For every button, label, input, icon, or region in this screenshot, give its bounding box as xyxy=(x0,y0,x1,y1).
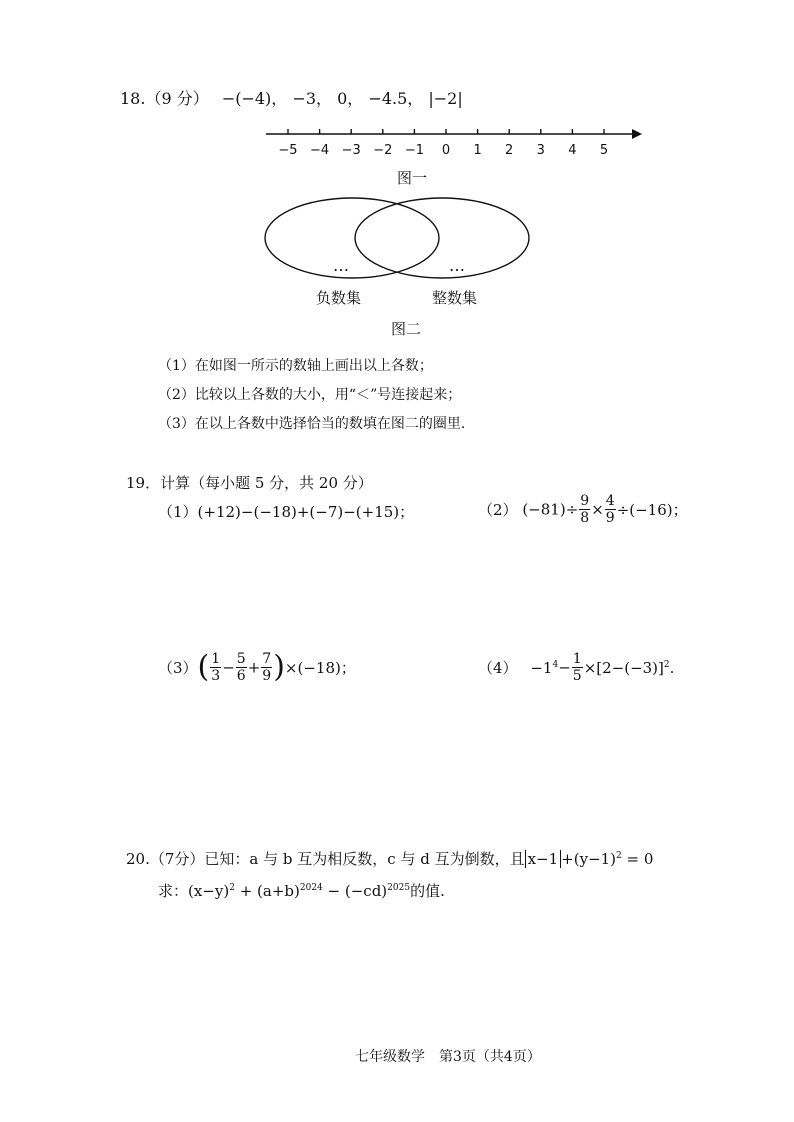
times: × xyxy=(591,500,604,519)
integer-set-ellipse xyxy=(355,198,529,278)
negative-set-label: 负数集 xyxy=(316,289,362,307)
q18-number-1: −(−4) xyxy=(221,89,272,108)
open-paren: ( xyxy=(197,649,210,685)
number-line-tick-label: −3 xyxy=(341,143,361,158)
number-line-tick-label: 3 xyxy=(536,143,545,158)
exponent: 2 xyxy=(229,883,235,893)
number-line-tick-label: 1 xyxy=(473,143,482,158)
denominator: 5 xyxy=(572,668,582,684)
numerator: 9 xyxy=(580,493,590,509)
term: ×[2−(−3)] xyxy=(583,658,664,677)
q19-part-3-tail: ×(−18)； xyxy=(284,659,356,677)
number-line-tick-label: −1 xyxy=(404,143,424,158)
fraction xyxy=(236,652,247,683)
q18-part-3: （3）在以上各数中选择恰当的数填在图二的圈里. xyxy=(158,416,466,432)
q19-part-2-num: （2） xyxy=(478,501,518,519)
period: . xyxy=(669,658,675,677)
q19-part-1-expr: (+12)−(−18)+(−7)−(+15)； xyxy=(197,503,415,521)
fraction xyxy=(572,652,583,683)
q18-number-4: −4.5 xyxy=(368,89,408,108)
denominator: 3 xyxy=(211,668,221,684)
q18-label: 18.（9 分） xyxy=(120,89,209,108)
q19-part-2-b: ÷(−16)； xyxy=(616,501,688,519)
q18-header xyxy=(120,86,463,109)
q19-part-4-b xyxy=(584,659,675,677)
q20-equals: = 0 xyxy=(621,850,654,868)
q19-part-3-num: （3） xyxy=(158,659,198,677)
q20-ask: 求：(x−y) xyxy=(158,882,230,900)
number-line-tick-label: −5 xyxy=(278,143,298,158)
q20-end: 的值. xyxy=(410,882,445,900)
close-paren: ) xyxy=(273,649,285,685)
page-footer: 七年级数学 第3页（共4页） xyxy=(355,1049,541,1065)
figure2-caption: 图二 xyxy=(391,320,422,338)
denominator: 9 xyxy=(605,510,615,526)
number-line-tick-label: −4 xyxy=(310,143,330,158)
right-set-dots: … xyxy=(449,256,465,275)
q18-number-5: |−2| xyxy=(428,89,463,108)
q20-term: +(y−1) xyxy=(561,850,617,868)
minus: − xyxy=(558,658,571,677)
negative-set-ellipse xyxy=(265,198,439,278)
numerator: 5 xyxy=(236,651,246,667)
fraction xyxy=(210,652,221,683)
q19-part-4-a xyxy=(530,659,558,677)
q20-line-2 xyxy=(158,880,445,901)
q20-line-1 xyxy=(126,848,653,869)
numerator: 7 xyxy=(262,651,272,667)
q19-part-4-num: （4） xyxy=(478,659,518,677)
fraction xyxy=(605,494,616,525)
denominator: 6 xyxy=(236,668,246,684)
sep: ， xyxy=(271,89,288,108)
q20-term: + (a+b) xyxy=(234,882,300,900)
q20-condition: a 与 b 互为相反数，c 与 d 互为倒数，且 xyxy=(249,850,525,868)
number-line-tick-label: 0 xyxy=(441,143,451,158)
sep: ， xyxy=(347,89,364,108)
exponent: 4 xyxy=(552,659,559,670)
sep: ， xyxy=(407,89,424,108)
q18-number-3: 0 xyxy=(337,89,348,108)
q19-part-1 xyxy=(158,501,414,522)
q19-label: 19．计算（每小题 5 分，共 20 分） xyxy=(126,474,373,492)
denominator: 9 xyxy=(262,668,272,684)
plus: + xyxy=(247,658,261,677)
number-line-tick-label: 5 xyxy=(599,143,609,158)
q18-number-2: −3 xyxy=(292,89,316,108)
q20-term: − (−cd) xyxy=(322,882,388,900)
figure1-caption: 图一 xyxy=(397,169,428,187)
q19-part-1-num: （1） xyxy=(158,503,198,521)
q18-part-2: （2）比较以上各数的大小，用“＜”号连接起来； xyxy=(158,387,462,403)
q20-abs-expr: x−1 xyxy=(525,850,562,868)
numerator: 1 xyxy=(572,651,582,667)
sep: ， xyxy=(316,89,333,108)
exponent: 2024 xyxy=(299,883,323,893)
numerator: 4 xyxy=(605,493,615,509)
number-line-arrow xyxy=(632,129,642,139)
fraction xyxy=(261,652,272,683)
q19-part-2 xyxy=(478,494,688,525)
q19-part-2-a: (−81)÷ xyxy=(522,500,579,519)
left-set-dots: … xyxy=(333,256,349,275)
exponent: 2025 xyxy=(387,883,411,893)
exponent: 2 xyxy=(616,851,622,861)
denominator: 8 xyxy=(580,510,590,526)
q19-part-3 xyxy=(158,649,356,685)
q20-given: 已知： xyxy=(204,850,250,868)
number-line xyxy=(260,118,650,164)
venn-diagram xyxy=(262,196,536,280)
q19-part-4 xyxy=(478,652,674,683)
number-line-tick-label: 4 xyxy=(568,143,577,158)
number-line-tick-label: 2 xyxy=(505,143,514,158)
fraction xyxy=(579,494,590,525)
q20-label: 20.（7分） xyxy=(126,850,205,868)
integer-set-label: 整数集 xyxy=(432,289,478,307)
numerator: 1 xyxy=(211,651,221,667)
term: −1 xyxy=(530,658,553,677)
exponent: 2 xyxy=(663,659,670,670)
q18-part-1: （1）在如图一所示的数轴上画出以上各数； xyxy=(158,358,433,374)
minus: − xyxy=(222,658,235,677)
number-line-tick-label: −2 xyxy=(373,143,393,158)
